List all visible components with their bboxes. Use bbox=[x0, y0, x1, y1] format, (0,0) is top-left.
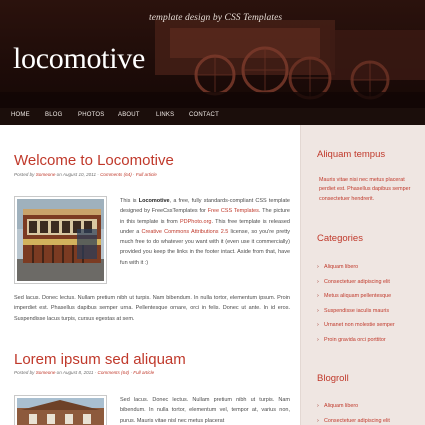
post-comments-link[interactable]: Comments (64) bbox=[100, 172, 132, 177]
post-meta: Posted by Someone on August 8, 2011 · Comments (64) · Full article bbox=[14, 370, 155, 375]
bullet-icon: › bbox=[317, 403, 319, 409]
pdphoto-link[interactable]: PDPhoto.org bbox=[179, 218, 212, 225]
nav-home[interactable]: HOME bbox=[11, 112, 30, 118]
bullet-icon: › bbox=[317, 322, 319, 329]
sidebar-title-blogroll: Blogroll bbox=[317, 373, 349, 384]
bullet-icon: › bbox=[317, 336, 319, 343]
free-css-templates-link[interactable]: Free CSS Templates bbox=[207, 208, 259, 215]
post-intro: This is Locomotive, a free, fully standards-compliant CSS template designed by FreeCssTemplates for Free CSS Templates. The picture in this template is from PDPhoto.org. This free template is released under a Creative Commons Attributions 2.5 license, so you're pretty much free to do whatever you want with it (even use it commercially) provided you keep the links in the footer intact. Aside from that, have fun with it :) bbox=[120, 198, 291, 266]
post-image bbox=[14, 395, 107, 425]
post-title[interactable]: Welcome to Locomotive bbox=[14, 152, 174, 169]
nav-blog[interactable]: BLOG bbox=[45, 112, 63, 118]
nav-about[interactable]: ABOUT bbox=[118, 112, 140, 118]
sidebar-title-categories: Categories bbox=[317, 233, 363, 244]
post-full-article-link[interactable]: Full article bbox=[133, 370, 155, 375]
sidebar bbox=[300, 125, 425, 425]
post-image bbox=[14, 196, 107, 284]
nav-links[interactable]: LINKS bbox=[156, 112, 175, 118]
bullet-icon: › bbox=[317, 278, 319, 285]
cable-car-photo bbox=[17, 199, 104, 281]
category-item[interactable]: › Metus aliquam pellentesque bbox=[317, 293, 392, 300]
bullet-icon: › bbox=[317, 293, 319, 300]
category-item[interactable]: › Proin gravida orci porttitor bbox=[317, 336, 386, 343]
main-content bbox=[0, 125, 300, 425]
sidebar-text: Mauris vitae nisi nec metus placerat perdiet est. Phasellus dapibus semper consectetuer hendrerit. bbox=[319, 177, 411, 202]
post-author-link[interactable]: Someone bbox=[35, 172, 56, 177]
post-comments-link[interactable]: Comments (64) bbox=[97, 370, 130, 375]
blogroll-list bbox=[317, 403, 390, 425]
site-header bbox=[0, 0, 425, 108]
category-item[interactable]: › Aliquam libero bbox=[317, 264, 359, 270]
post-full-article-link[interactable]: Full article bbox=[135, 172, 157, 177]
main-nav bbox=[0, 108, 425, 125]
post-title[interactable]: Lorem ipsum sed aliquam bbox=[14, 351, 186, 368]
categories-list bbox=[317, 264, 395, 352]
nav-contact[interactable]: CONTACT bbox=[189, 112, 219, 118]
post-meta: Posted by Someone on August 10, 2011 · Comments (64) · Full article bbox=[14, 172, 157, 177]
category-item[interactable]: › Consectetuer adipiscing elit bbox=[317, 278, 390, 285]
category-item[interactable]: › Urnanet non molestie semper bbox=[317, 322, 395, 329]
blogroll-item[interactable]: › Aliquam libero bbox=[317, 403, 359, 409]
station-photo bbox=[17, 398, 104, 425]
bullet-icon: › bbox=[317, 264, 319, 270]
post-body: Sed lacus. Donec lectus. Nullam pretium nibh ut turpis. Nam bibendum. In nulla tortor, elementum ipsum. Proin imperdiet est. Phasellus dapibus semper urna. Pellentesque ornare, orci in felis. Donec ut ante. In id eros. Suspendisse lacus turpis, cursus egestas at sem. bbox=[14, 295, 290, 322]
bullet-icon: › bbox=[317, 307, 319, 314]
blogroll-item[interactable]: › Consectetuer adipiscing elit bbox=[317, 417, 390, 424]
nav-photos[interactable]: PHOTOS bbox=[78, 112, 105, 118]
post-author-link[interactable]: Someone bbox=[35, 370, 56, 375]
creative-commons-link[interactable]: Creative Commons Attributions 2.5 bbox=[141, 228, 229, 235]
site-tagline: template design by CSS Templates bbox=[149, 13, 283, 23]
post-body: Sed lacus. Donec lectus. Nullam pretium nibh ut turpis. Nam bibendum. In nulla tortor, elementum vel, tempor at, varius non, purus. Mauris vitae nisl nec metus placerat bbox=[120, 397, 290, 424]
bullet-icon: › bbox=[317, 417, 319, 424]
category-item[interactable]: › Suspendisse iaculis mauris bbox=[317, 307, 390, 314]
sidebar-title-aliquam-tempus: Aliquam tempus bbox=[317, 149, 386, 160]
site-logo[interactable]: locomotive bbox=[13, 42, 145, 75]
